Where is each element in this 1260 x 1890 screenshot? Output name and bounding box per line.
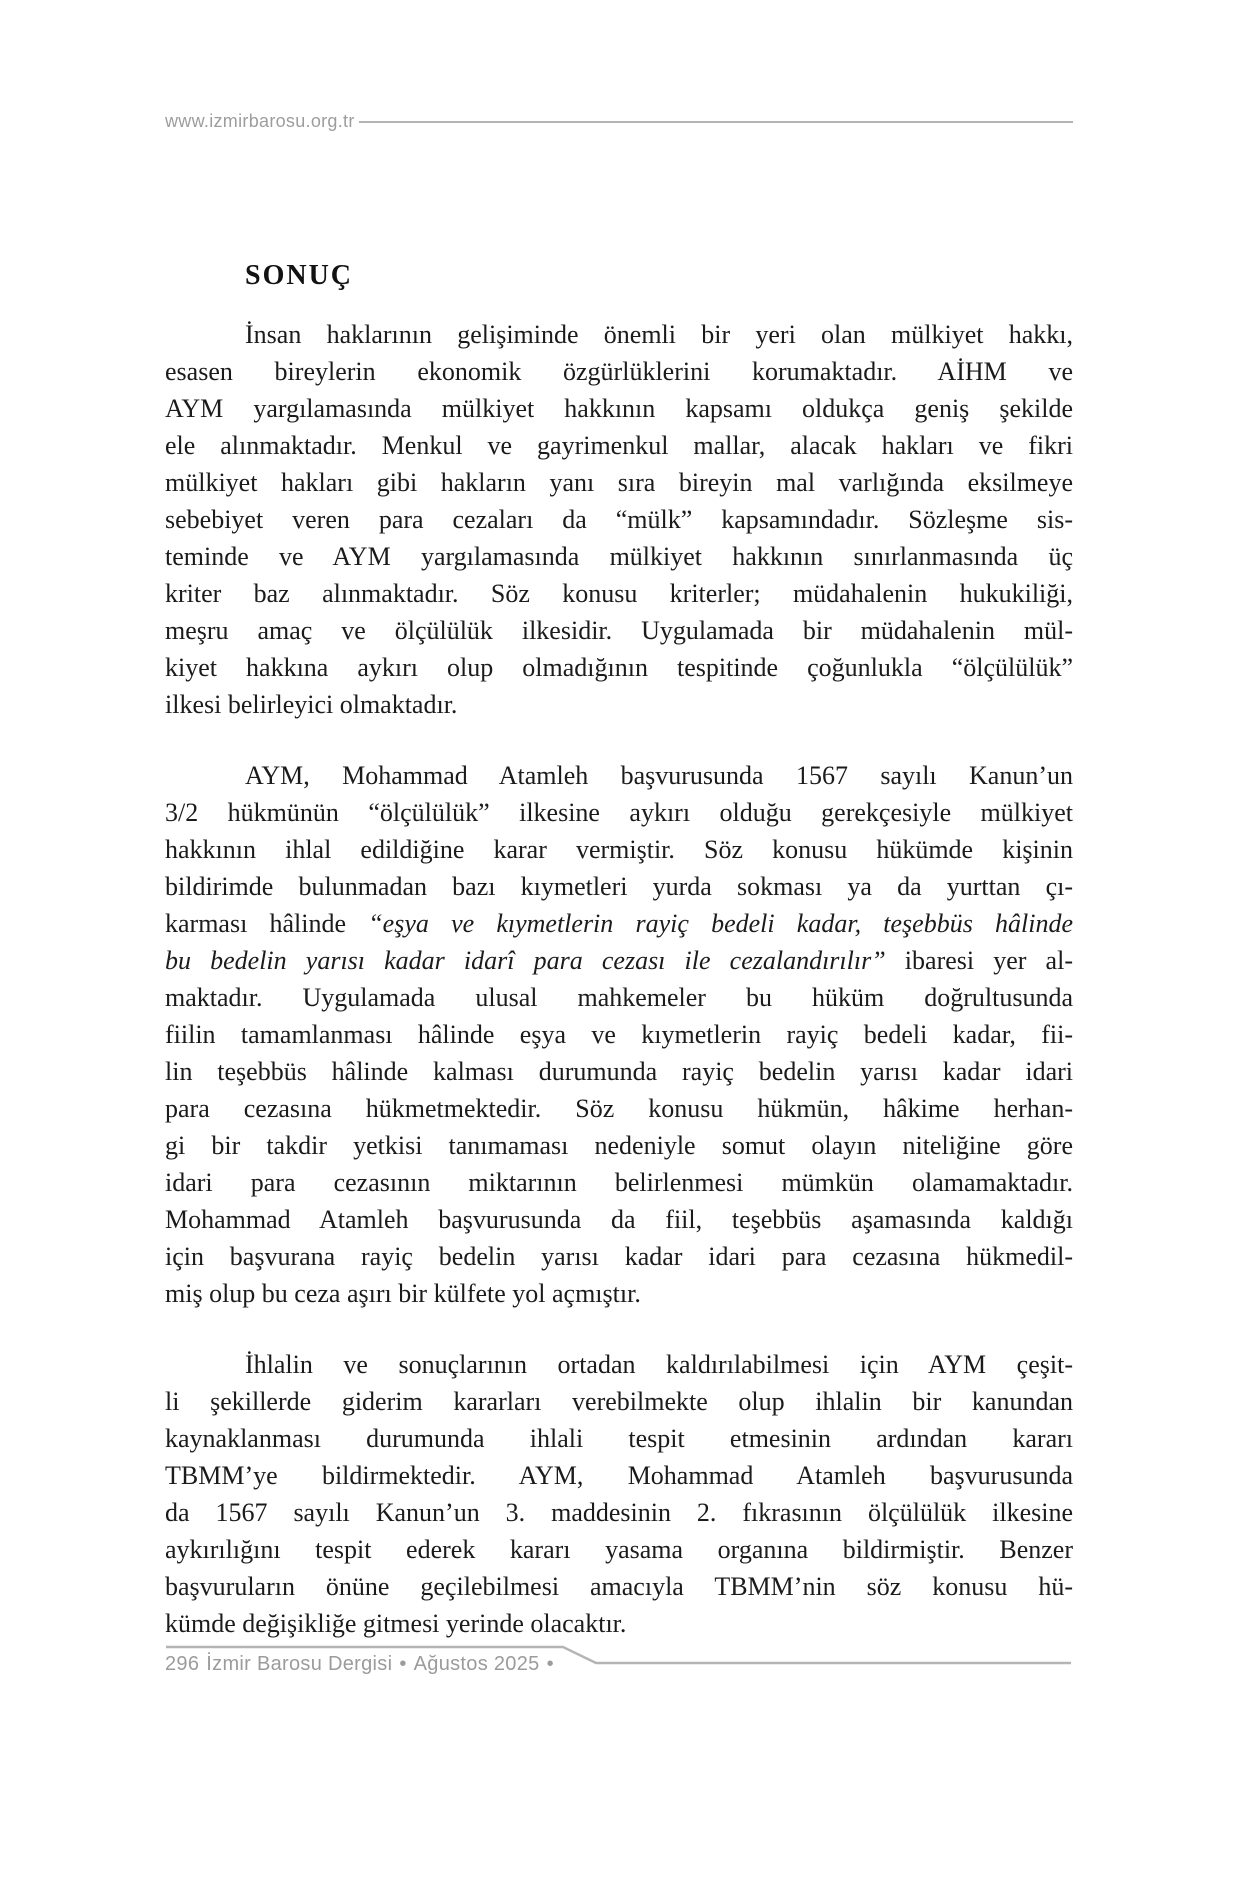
text-line <box>165 942 1073 979</box>
text-line <box>165 1016 1073 1053</box>
text-line <box>165 390 1073 427</box>
body-text: ilkesi belirleyici olmaktadır. <box>165 690 458 719</box>
body-text: da 1567 sayılı Kanun’un 3. maddesinin 2. fıkrasının ölçülülük ilkesine <box>165 1498 1073 1527</box>
body-text: İnsan haklarının gelişiminde önemli bir yeri olan mülkiyet hakkı, <box>245 320 1073 349</box>
text-line <box>165 1605 1073 1642</box>
body-text: miş olup bu ceza aşırı bir külfete yol açmıştır. <box>165 1279 641 1308</box>
text-line <box>165 831 1073 868</box>
body-text: kümde değişikliğe gitmesi yerinde olacaktır. <box>165 1609 627 1638</box>
body-text: lin teşebbüs hâlinde kalması durumunda rayiç bedelin yarısı kadar idari <box>165 1057 1073 1086</box>
body-text: kaynaklanması durumunda ihlali tespit etmesinin ardından kararı <box>165 1424 1073 1453</box>
page-footer <box>165 1644 1073 1692</box>
body-text: esasen bireylerin ekonomik özgürlüklerini korumaktadır. AİHM ve <box>165 357 1073 386</box>
body-text: AYM yargılamasında mülkiyet hakkının kapsamı oldukça geniş şekilde <box>165 394 1073 423</box>
body-text: teminde ve AYM yargılamasında mülkiyet hakkının sınırlanmasında üç <box>165 542 1073 571</box>
text-line <box>165 1420 1073 1457</box>
body-text: başvuruların önüne geçilebilmesi amacıyla TBMM’nin söz konusu hü- <box>165 1572 1073 1601</box>
text-line <box>165 794 1073 831</box>
text-line <box>165 464 1073 501</box>
header-rule <box>359 121 1073 123</box>
text-line <box>165 1164 1073 1201</box>
text-line <box>165 1494 1073 1531</box>
text-line <box>165 757 1073 794</box>
text-line <box>165 1238 1073 1275</box>
issue-date: Ağustos 2025 <box>413 1653 540 1675</box>
paragraph <box>165 316 1073 723</box>
text-line <box>165 1053 1073 1090</box>
body-text: mülkiyet hakları gibi hakların yanı sıra bireyin mal varlığında eksilmeye <box>165 468 1073 497</box>
text-line <box>165 1275 1073 1312</box>
body-text: ibaresi yer al- <box>885 946 1073 975</box>
text-line <box>165 868 1073 905</box>
text-line <box>165 905 1073 942</box>
text-line <box>165 1127 1073 1164</box>
text-line <box>165 575 1073 612</box>
page-number: 296 <box>165 1653 200 1675</box>
body-text: bildirimde bulunmadan bazı kıymetleri yurda sokması ya da yurttan çı- <box>165 872 1073 901</box>
body-text: aykırılığını tespit ederek kararı yasama organına bildirmiştir. Benzer <box>165 1535 1073 1564</box>
body-text: için başvurana rayiç bedelin yarısı kadar idari para cezasına hükmedil- <box>165 1242 1073 1271</box>
body-text: sebebiyet veren para cezaları da “mülk” kapsamındadır. Sözleşme sis- <box>165 505 1073 534</box>
body-text: para cezasına hükmetmektedir. Söz konusu hükmün, hâkime herhan- <box>165 1094 1073 1123</box>
text-line <box>165 649 1073 686</box>
text-line <box>165 353 1073 390</box>
section-title: SONUÇ <box>245 259 354 291</box>
text-line <box>165 538 1073 575</box>
body-text: idari para cezasının miktarının belirlenmesi mümkün olamamaktadır. <box>165 1168 1073 1197</box>
footer-text <box>165 1653 561 1676</box>
body-text: kriter baz alınmaktadır. Söz konusu kriterler; müdahalenin hukukiliği, <box>165 579 1073 608</box>
body-text: meşru amaç ve ölçülülük ilkesidir. Uygulamada bir müdahalenin mül- <box>165 616 1073 645</box>
body-text: gi bir takdir yetkisi tanımaması nedeniyle somut olayın niteliğine göre <box>165 1131 1073 1160</box>
journal-title: İzmir Barosu Dergisi <box>206 1653 393 1675</box>
body-text: AYM, Mohammad Atamleh başvurusunda 1567 sayılı Kanun’un <box>245 761 1073 790</box>
paragraph <box>165 1346 1073 1642</box>
body-text: İhlalin ve sonuçlarının ortadan kaldırılabilmesi için AYM çeşit- <box>245 1350 1073 1379</box>
text-line <box>165 1568 1073 1605</box>
trailing-bullet: • <box>546 1653 554 1675</box>
text-line <box>165 501 1073 538</box>
body-text: hakkının ihlal edildiğine karar vermiştir. Söz konusu hükümde kişinin <box>165 835 1073 864</box>
body-text: maktadır. Uygulamada ulusal mahkemeler bu hüküm doğrultusunda <box>165 983 1073 1012</box>
body-text: 3/2 hükmünün “ölçülülük” ilkesine aykırı olduğu gerekçesiyle mülkiyet <box>165 798 1073 827</box>
text-line <box>165 427 1073 464</box>
body-text: li şekillerde giderim kararları verebilmekte olup ihlalin bir kanundan <box>165 1387 1073 1416</box>
text-line <box>165 612 1073 649</box>
text-line <box>165 316 1073 353</box>
body-text: fiilin tamamlanması hâlinde eşya ve kıymetlerin rayiç bedeli kadar, fii- <box>165 1020 1073 1049</box>
italic-quote-text: bu bedelin yarısı kadar idarî para cezası ile cezalandırılır” <box>165 946 886 975</box>
text-line <box>165 1090 1073 1127</box>
text-line <box>165 1531 1073 1568</box>
document-body <box>165 316 1073 1642</box>
bullet-separator: • <box>399 1653 407 1675</box>
italic-quote-text: “eşya ve kıymetlerin rayiç bedeli kadar, teşebbüs hâlinde <box>368 909 1073 938</box>
body-text: Mohammad Atamleh başvurusunda da fiil, teşebbüs aşamasında kaldığı <box>165 1205 1073 1234</box>
text-line <box>165 1346 1073 1383</box>
body-text: karması hâlinde <box>165 909 369 938</box>
page-header <box>165 111 1073 132</box>
body-text: TBMM’ye bildirmektedir. AYM, Mohammad Atamleh başvurusunda <box>165 1461 1073 1490</box>
text-line <box>165 1201 1073 1238</box>
text-line <box>165 979 1073 1016</box>
paragraph <box>165 757 1073 1312</box>
body-text: kiyet hakkına aykırı olup olmadığının tespitinde çoğunlukla “ölçülülük” <box>165 653 1073 682</box>
text-line <box>165 1457 1073 1494</box>
body-text: ele alınmaktadır. Menkul ve gayrimenkul mallar, alacak hakları ve fikri <box>165 431 1073 460</box>
header-website-text: www.izmirbarosu.org.tr <box>165 111 355 131</box>
text-line <box>165 686 1073 723</box>
text-line <box>165 1383 1073 1420</box>
